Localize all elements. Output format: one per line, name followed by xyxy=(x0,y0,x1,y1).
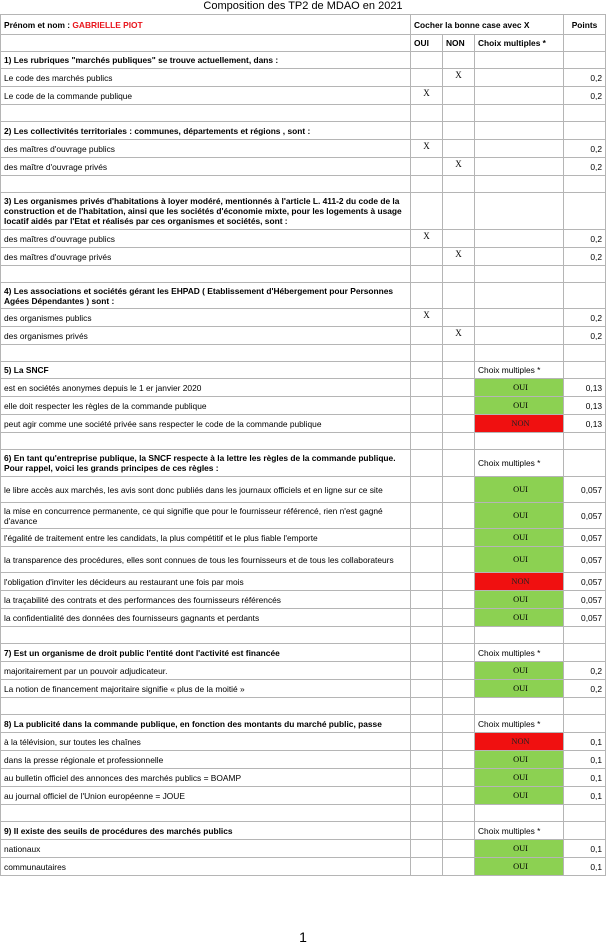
answer-badge[interactable]: OUI xyxy=(475,662,564,680)
non-checkbox[interactable] xyxy=(443,415,475,433)
answer-badge[interactable]: OUI xyxy=(475,379,564,397)
answer-badge[interactable]: OUI xyxy=(475,680,564,698)
non-checkbox[interactable] xyxy=(443,733,475,751)
name-label: Prénom et nom : xyxy=(4,19,71,30)
question-text: 5) La SNCF xyxy=(1,362,411,379)
blank-cell xyxy=(475,627,564,644)
multi-checkbox[interactable] xyxy=(475,69,564,87)
answer-badge[interactable]: NON xyxy=(475,415,564,433)
non-checkbox[interactable] xyxy=(443,87,475,105)
points-value: 0,2 xyxy=(564,140,606,158)
oui-checkbox[interactable] xyxy=(411,591,443,609)
answer-text: dans la presse régionale et professionnelle xyxy=(1,751,411,769)
answer-row xyxy=(1,477,606,503)
answer-text: des maître d'ouvrage privés xyxy=(1,158,411,176)
answer-text: des organismes privés xyxy=(1,327,411,345)
answer-text: majoritairement par un pouvoir adjudicateur. xyxy=(1,662,411,680)
answer-text: Le code de la commande publique xyxy=(1,87,411,105)
multi-choice-label: Choix multiples * xyxy=(475,450,564,477)
multi-checkbox[interactable] xyxy=(475,158,564,176)
non-checkbox[interactable] xyxy=(443,787,475,805)
points-cell xyxy=(564,715,606,733)
answer-row xyxy=(1,680,606,698)
oui-cell xyxy=(411,715,443,733)
question-text: 6) En tant qu'entreprise publique, la SNCF respecte à la lettre les règles de la commande publique. Pour rappel, voici les grands principes de ces règles : xyxy=(1,450,411,477)
answer-row xyxy=(1,769,606,787)
answer-badge[interactable]: OUI xyxy=(475,397,564,415)
answer-text: des maîtres d'ouvrage privés xyxy=(1,248,411,266)
oui-checkbox[interactable] xyxy=(411,769,443,787)
points-value: 0,2 xyxy=(564,87,606,105)
oui-checkbox[interactable] xyxy=(411,69,443,87)
oui-cell xyxy=(411,822,443,840)
multi-checkbox[interactable] xyxy=(475,87,564,105)
answer-row xyxy=(1,230,606,248)
non-checkbox[interactable] xyxy=(443,591,475,609)
name-cell xyxy=(1,15,411,35)
blank-cell xyxy=(443,698,475,715)
blank-cell xyxy=(443,627,475,644)
points-value: 0,2 xyxy=(564,248,606,266)
blank-cell xyxy=(564,627,606,644)
points-value: 0,057 xyxy=(564,477,606,503)
question-text: 4) Les associations et sociétés gérant les EHPAD ( Etablissement d'Hébergement pour Personnes Agées Dépendantes ) sont : xyxy=(1,283,411,309)
non-checkbox[interactable]: X xyxy=(443,248,475,266)
answer-text: des maîtres d'ouvrage publics xyxy=(1,140,411,158)
non-cell xyxy=(443,644,475,662)
multi-choice-label: Choix multiples * xyxy=(475,362,564,379)
points-value: 0,057 xyxy=(564,503,606,529)
answer-row xyxy=(1,787,606,805)
oui-checkbox[interactable] xyxy=(411,573,443,591)
oui-checkbox[interactable] xyxy=(411,158,443,176)
points-value: 0,057 xyxy=(564,547,606,573)
answer-row xyxy=(1,858,606,876)
oui-checkbox[interactable]: X xyxy=(411,309,443,327)
question-row xyxy=(1,122,606,140)
spacer-row xyxy=(1,433,606,450)
answer-text: l'obligation d'inviter les décideurs au restaurant une fois par mois xyxy=(1,573,411,591)
answer-row xyxy=(1,327,606,345)
question-row xyxy=(1,362,606,379)
points-value: 0,1 xyxy=(564,787,606,805)
non-cell xyxy=(443,450,475,477)
points-value: 0,1 xyxy=(564,769,606,787)
points-value: 0,057 xyxy=(564,529,606,547)
answer-text: le libre accès aux marchés, les avis sont donc publiés dans les journaux officiels et en ligne sur ce site xyxy=(1,477,411,503)
oui-checkbox[interactable] xyxy=(411,609,443,627)
answer-row xyxy=(1,733,606,751)
answer-text: des maîtres d'ouvrage publics xyxy=(1,230,411,248)
answer-text: Le code des marchés publics xyxy=(1,69,411,87)
non-checkbox[interactable] xyxy=(443,230,475,248)
oui-checkbox[interactable] xyxy=(411,733,443,751)
multi-checkbox[interactable] xyxy=(475,327,564,345)
answer-row xyxy=(1,415,606,433)
answer-row xyxy=(1,547,606,573)
header-row xyxy=(1,15,606,35)
blank-cell xyxy=(443,805,475,822)
answer-row xyxy=(1,573,606,591)
answer-text: au bulletin officiel des annonces des marchés publics = BOAMP xyxy=(1,769,411,787)
answer-text: la mise en concurrence permanente, ce qui signifie que pour le fournisseur référencé, rien n'est gagné d'avance xyxy=(1,503,411,529)
blank-cell xyxy=(411,627,443,644)
question-text: 2) Les collectivités territoriales : communes, départements et régions , sont : xyxy=(1,122,411,140)
non-checkbox[interactable] xyxy=(443,547,475,573)
question-text: 3) Les organismes privés d'habitations à loyer modéré, mentionnés à l'article L. 411-2 du code de la construction et de l'habitation, ainsi que les sociétés d'économie mixte, pour les logements à usage locatif aidés par l'Etat et réalisés par ces organismes et sociétés, sont : xyxy=(1,193,411,230)
answer-row xyxy=(1,609,606,627)
answer-badge[interactable]: OUI xyxy=(475,751,564,769)
answer-badge[interactable]: OUI xyxy=(475,769,564,787)
answer-text: à la télévision, sur toutes les chaînes xyxy=(1,733,411,751)
answer-badge[interactable]: OUI xyxy=(475,503,564,529)
points-value: 0,2 xyxy=(564,158,606,176)
blank-cell xyxy=(1,698,411,715)
blank-cell xyxy=(1,627,411,644)
points-value: 0,2 xyxy=(564,309,606,327)
answer-row xyxy=(1,840,606,858)
points-value: 0,1 xyxy=(564,751,606,769)
points-value: 0,2 xyxy=(564,230,606,248)
non-checkbox[interactable]: X xyxy=(443,158,475,176)
oui-checkbox[interactable] xyxy=(411,397,443,415)
answer-text: nationaux xyxy=(1,840,411,858)
oui-checkbox[interactable] xyxy=(411,248,443,266)
spacer-row xyxy=(1,698,606,715)
answer-row xyxy=(1,529,606,547)
non-cell xyxy=(443,822,475,840)
points-value: 0,057 xyxy=(564,591,606,609)
instruction: Cocher la bonne case avec X xyxy=(411,15,564,35)
answer-text: la confidentialité des données des fournisseurs gagnants et perdants xyxy=(1,609,411,627)
multi-choice-label: Choix multiples * xyxy=(475,644,564,662)
non-checkbox[interactable] xyxy=(443,140,475,158)
multi-checkbox[interactable] xyxy=(475,230,564,248)
multi-checkbox[interactable] xyxy=(475,248,564,266)
answer-row xyxy=(1,397,606,415)
points-header: Points xyxy=(564,15,606,35)
question-text: 7) Est un organisme de droit public l'entité dont l'activité est financée xyxy=(1,644,411,662)
multi-choice-label: Choix multiples * xyxy=(475,822,564,840)
question-text: 9) Il existe des seuils de procédures des marchés publics xyxy=(1,822,411,840)
question-row xyxy=(1,822,606,840)
multi-checkbox[interactable] xyxy=(475,309,564,327)
blank-cell xyxy=(1,805,411,822)
points-cell xyxy=(564,644,606,662)
blank-cell xyxy=(443,433,475,450)
non-checkbox[interactable] xyxy=(443,379,475,397)
spacer-row xyxy=(1,176,606,193)
answer-text: La notion de financement majoritaire signifie « plus de la moitié » xyxy=(1,680,411,698)
oui-checkbox[interactable] xyxy=(411,415,443,433)
answer-row xyxy=(1,140,606,158)
spacer-row xyxy=(1,805,606,822)
points-value: 0,1 xyxy=(564,840,606,858)
multi-checkbox[interactable] xyxy=(475,140,564,158)
answer-badge[interactable]: OUI xyxy=(475,787,564,805)
answer-text: la traçabilité des contrats et des performances des fournisseurs référencés xyxy=(1,591,411,609)
blank-cell xyxy=(1,433,411,450)
multi-column-header: Choix multiples * xyxy=(475,35,564,52)
answer-badge[interactable]: OUI xyxy=(475,609,564,627)
oui-checkbox[interactable] xyxy=(411,680,443,698)
blank-cell xyxy=(1,35,411,52)
answer-row xyxy=(1,309,606,327)
answer-text: elle doit respecter les règles de la commande publique xyxy=(1,397,411,415)
oui-checkbox[interactable] xyxy=(411,662,443,680)
answer-text: est en sociétés anonymes depuis le 1 er janvier 2020 xyxy=(1,379,411,397)
non-column-header: NON xyxy=(443,35,475,52)
answer-row xyxy=(1,751,606,769)
points-value: 0,1 xyxy=(564,858,606,876)
blank-cell xyxy=(564,433,606,450)
answer-text: peut agir comme une société privée sans respecter le code de la commande publique xyxy=(1,415,411,433)
spacer-row xyxy=(1,266,606,283)
question-row xyxy=(1,644,606,662)
answer-text: la transparence des procédures, elles sont connues de tous les fournisseurs et de tous les collaborateurs xyxy=(1,547,411,573)
answer-badge[interactable]: OUI xyxy=(475,858,564,876)
points-value: 0,2 xyxy=(564,662,606,680)
non-checkbox[interactable] xyxy=(443,503,475,529)
non-checkbox[interactable] xyxy=(443,840,475,858)
spacer-row xyxy=(1,627,606,644)
questionnaire-table xyxy=(0,14,606,876)
student-name: GABRIELLE PIOT xyxy=(72,19,143,30)
points-value: 0,2 xyxy=(564,327,606,345)
answer-badge[interactable]: OUI xyxy=(475,529,564,547)
oui-checkbox[interactable] xyxy=(411,503,443,529)
oui-checkbox[interactable] xyxy=(411,751,443,769)
non-checkbox[interactable] xyxy=(443,858,475,876)
column-headers-row xyxy=(1,35,606,52)
non-checkbox[interactable] xyxy=(443,397,475,415)
answer-row xyxy=(1,69,606,87)
spacer-row xyxy=(1,345,606,362)
blank-cell xyxy=(475,805,564,822)
page-title: Composition des TP2 de MDAO en 2021 xyxy=(203,0,403,12)
oui-checkbox[interactable] xyxy=(411,477,443,503)
answer-row xyxy=(1,591,606,609)
answer-badge[interactable]: NON xyxy=(475,573,564,591)
oui-checkbox[interactable] xyxy=(411,327,443,345)
non-checkbox[interactable] xyxy=(443,477,475,503)
points-value: 0,057 xyxy=(564,573,606,591)
answer-text: des organismes publics xyxy=(1,309,411,327)
answer-row xyxy=(1,158,606,176)
points-cell xyxy=(564,450,606,477)
answer-row xyxy=(1,248,606,266)
answer-row xyxy=(1,662,606,680)
spacer-row xyxy=(1,105,606,122)
blank-cell xyxy=(564,35,606,52)
question-row xyxy=(1,450,606,477)
question-row xyxy=(1,52,606,69)
non-checkbox[interactable] xyxy=(443,529,475,547)
oui-checkbox[interactable] xyxy=(411,858,443,876)
oui-cell xyxy=(411,362,443,379)
blank-cell xyxy=(564,805,606,822)
non-checkbox[interactable] xyxy=(443,309,475,327)
multi-choice-label: Choix multiples * xyxy=(475,715,564,733)
blank-cell xyxy=(564,698,606,715)
points-value: 0,2 xyxy=(564,69,606,87)
question-row xyxy=(1,283,606,309)
oui-column-header: OUI xyxy=(411,35,443,52)
oui-checkbox[interactable] xyxy=(411,787,443,805)
question-row xyxy=(1,193,606,230)
page-number: 1 xyxy=(299,929,307,945)
non-checkbox[interactable]: X xyxy=(443,69,475,87)
non-checkbox[interactable] xyxy=(443,662,475,680)
question-text: 1) Les rubriques "marchés publiques" se trouve actuellement, dans : xyxy=(1,52,411,69)
answer-badge[interactable]: OUI xyxy=(475,477,564,503)
oui-checkbox[interactable]: X xyxy=(411,87,443,105)
answer-row xyxy=(1,379,606,397)
non-checkbox[interactable] xyxy=(443,751,475,769)
non-cell xyxy=(443,715,475,733)
points-value: 0,13 xyxy=(564,415,606,433)
non-checkbox[interactable] xyxy=(443,680,475,698)
points-value: 0,13 xyxy=(564,397,606,415)
oui-cell xyxy=(411,644,443,662)
blank-cell xyxy=(411,698,443,715)
points-value: 0,13 xyxy=(564,379,606,397)
answer-row xyxy=(1,503,606,529)
points-cell xyxy=(564,362,606,379)
non-cell xyxy=(443,362,475,379)
non-checkbox[interactable] xyxy=(443,573,475,591)
non-checkbox[interactable]: X xyxy=(443,327,475,345)
oui-checkbox[interactable] xyxy=(411,840,443,858)
answer-badge[interactable]: OUI xyxy=(475,547,564,573)
answer-text: communautaires xyxy=(1,858,411,876)
answer-text: au journal officiel de l'Union européenne = JOUE xyxy=(1,787,411,805)
non-checkbox[interactable] xyxy=(443,769,475,787)
answer-row xyxy=(1,87,606,105)
oui-checkbox[interactable]: X xyxy=(411,230,443,248)
blank-cell xyxy=(475,433,564,450)
oui-checkbox[interactable]: X xyxy=(411,140,443,158)
oui-checkbox[interactable] xyxy=(411,379,443,397)
question-row xyxy=(1,715,606,733)
answer-badge[interactable]: OUI xyxy=(475,591,564,609)
answer-text: l'égalité de traitement entre les candidats, la plus compétitif et le plus fiable l'emporte xyxy=(1,529,411,547)
oui-checkbox[interactable] xyxy=(411,547,443,573)
points-value: 0,2 xyxy=(564,680,606,698)
blank-cell xyxy=(411,805,443,822)
oui-cell xyxy=(411,450,443,477)
oui-checkbox[interactable] xyxy=(411,529,443,547)
answer-badge[interactable]: NON xyxy=(475,733,564,751)
points-value: 0,1 xyxy=(564,733,606,751)
points-value: 0,057 xyxy=(564,609,606,627)
blank-cell xyxy=(411,433,443,450)
points-cell xyxy=(564,822,606,840)
question-text: 8) La publicité dans la commande publique, en fonction des montants du marché public, passe xyxy=(1,715,411,733)
non-checkbox[interactable] xyxy=(443,609,475,627)
blank-cell xyxy=(475,698,564,715)
answer-badge[interactable]: OUI xyxy=(475,840,564,858)
